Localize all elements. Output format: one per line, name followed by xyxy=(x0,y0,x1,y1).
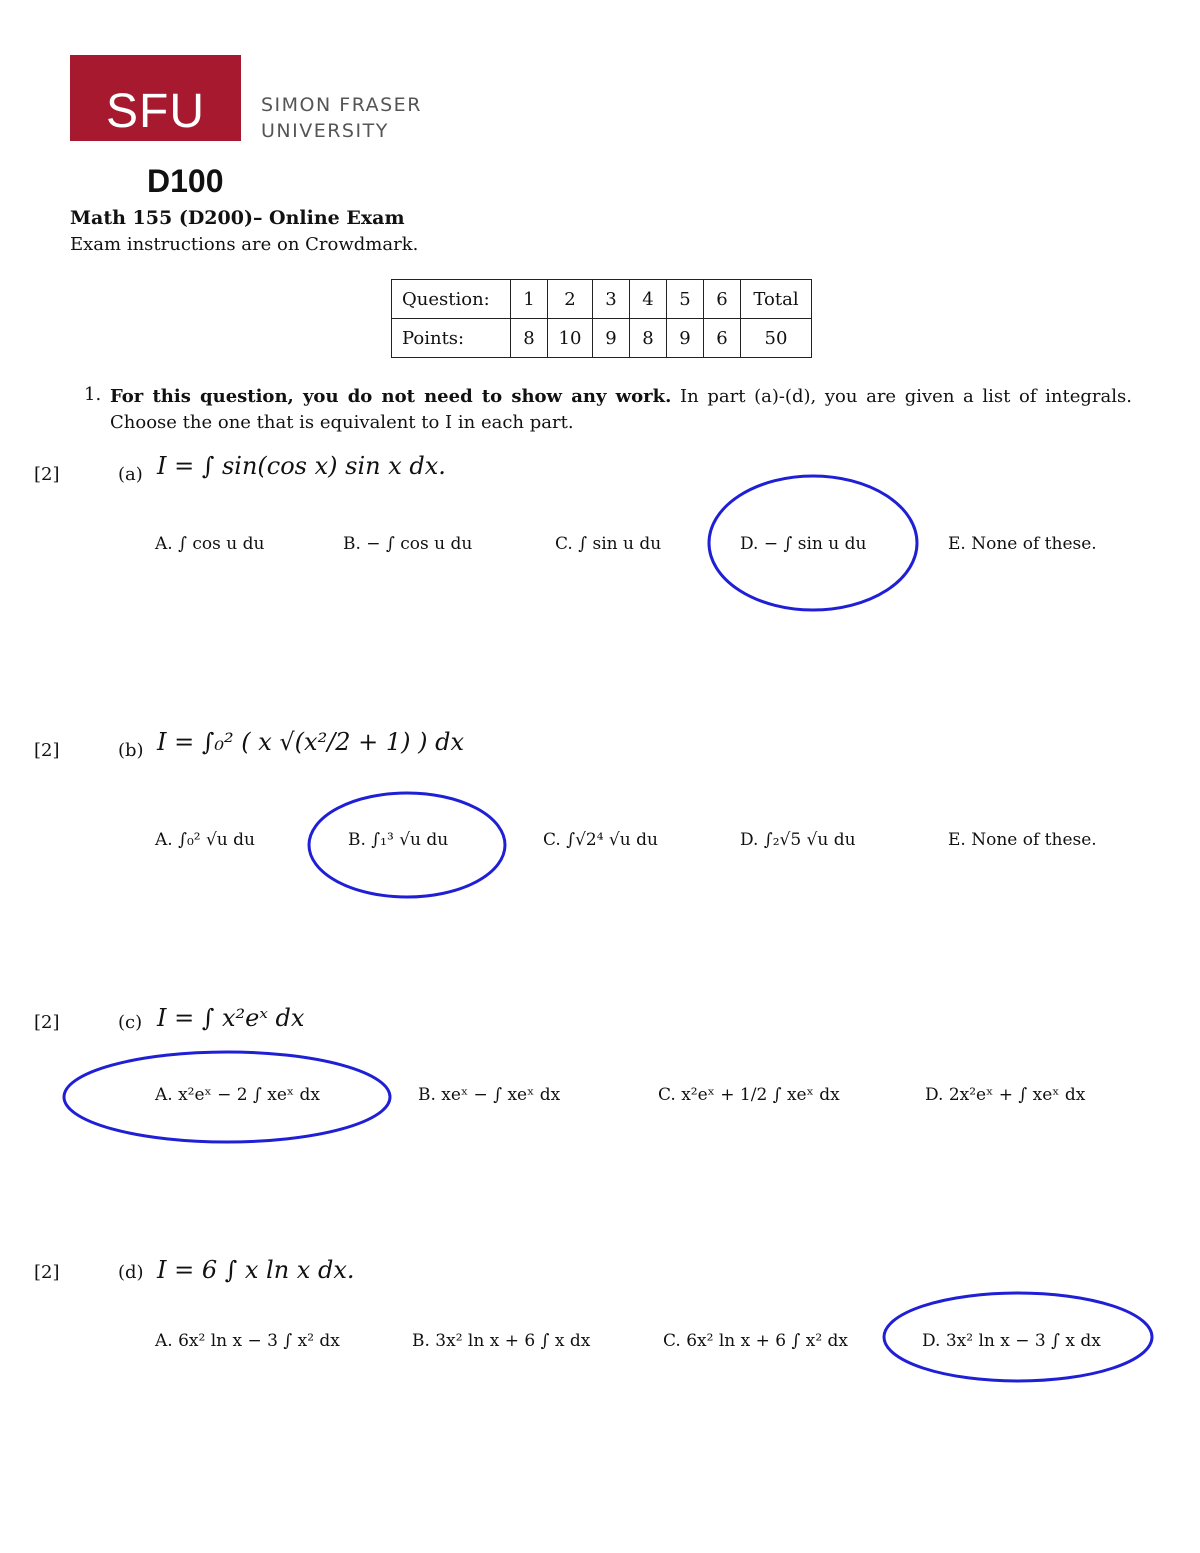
part-a-expression: I = ∫ sin(cos x) sin x dx. xyxy=(157,452,446,480)
part-b-option-a: A. ∫₀² √u du xyxy=(155,830,255,850)
part-c-expression: I = ∫ x²eˣ dx xyxy=(157,1004,305,1032)
score-table-cell: 6 xyxy=(704,319,741,358)
score-table-cell: Total xyxy=(741,280,812,319)
score-table-cell: 1 xyxy=(511,280,548,319)
part-d-option-d: D. 3x² ln x − 3 ∫ x dx xyxy=(922,1331,1101,1351)
exam-instructions: Exam instructions are on Crowdmark. xyxy=(70,234,419,255)
score-table-label: Points: xyxy=(392,319,511,358)
part-b-option-d: D. ∫₂√5 √u du xyxy=(740,830,856,850)
part-c-label: (c) xyxy=(118,1012,143,1033)
part-d-label: (d) xyxy=(118,1262,144,1283)
part-d-option-c: C. 6x² ln x + 6 ∫ x² dx xyxy=(663,1331,849,1351)
part-b-option-c: C. ∫√2⁴ √u du xyxy=(543,830,658,850)
answer-circle-part-c xyxy=(64,1052,390,1142)
part-b-label: (b) xyxy=(118,740,144,761)
part-a-option-c: C. ∫ sin u du xyxy=(555,534,662,554)
score-table-label: Question: xyxy=(392,280,511,319)
part-a-points: [2] xyxy=(34,464,60,485)
part-d-option-a: A. 6x² ln x − 3 ∫ x² dx xyxy=(155,1331,340,1351)
part-b-points: [2] xyxy=(34,740,60,761)
score-table-cell: 9 xyxy=(593,319,630,358)
part-b-option-e: E. None of these. xyxy=(948,830,1097,850)
part-c-option-a: A. x²eˣ − 2 ∫ xeˣ dx xyxy=(155,1085,321,1105)
answer-circle-part-d xyxy=(884,1293,1152,1381)
score-table-cell: 10 xyxy=(548,319,593,358)
question-body: In part (a)-(d), you are given a list of integrals. Choose the one that is equivalent to I in each part. xyxy=(110,386,1132,433)
university-name-line2: UNIVERSITY xyxy=(261,120,389,142)
score-table-cell: 50 xyxy=(741,319,812,358)
part-b-option-b: B. ∫₁³ √u du xyxy=(348,830,449,850)
part-a-option-a: A. ∫ cos u du xyxy=(155,534,265,554)
part-a-option-d: D. − ∫ sin u du xyxy=(740,534,867,554)
sfu-logo-abbr: SFU xyxy=(106,85,205,138)
part-d-option-b: B. 3x² ln x + 6 ∫ x dx xyxy=(412,1331,591,1351)
part-a-option-e: E. None of these. xyxy=(948,534,1097,554)
part-b-expression: I = ∫₀² ( x √(x²/2 + 1) ) dx xyxy=(157,728,465,756)
answer-circle-part-a xyxy=(709,476,917,610)
score-table-cell: 5 xyxy=(667,280,704,319)
part-a-option-b: B. − ∫ cos u du xyxy=(343,534,473,554)
part-d-expression: I = 6 ∫ x ln x dx. xyxy=(157,1256,355,1284)
score-table-cell: 8 xyxy=(511,319,548,358)
section-code: D100 xyxy=(147,163,224,199)
answer-circle-part-b xyxy=(309,793,505,897)
part-a-label: (a) xyxy=(118,464,143,485)
question-number: 1. xyxy=(84,384,102,405)
question-bold-intro: For this question, you do not need to show any work. xyxy=(110,386,672,407)
part-d-points: [2] xyxy=(34,1262,60,1283)
score-table-cell: 8 xyxy=(630,319,667,358)
score-table-cell: 3 xyxy=(593,280,630,319)
score-table-cell: 2 xyxy=(548,280,593,319)
part-c-points: [2] xyxy=(34,1012,60,1033)
score-table-cell: 6 xyxy=(704,280,741,319)
university-name-line1: SIMON FRASER xyxy=(261,94,422,116)
part-c-option-c: C. x²eˣ + 1/2 ∫ xeˣ dx xyxy=(658,1085,840,1105)
score-table-cell: 4 xyxy=(630,280,667,319)
part-c-option-b: B. xeˣ − ∫ xeˣ dx xyxy=(418,1085,561,1105)
exam-title: Math 155 (D200)– Online Exam xyxy=(70,207,405,229)
score-table-cell: 9 xyxy=(667,319,704,358)
part-c-option-d: D. 2x²eˣ + ∫ xeˣ dx xyxy=(925,1085,1086,1105)
